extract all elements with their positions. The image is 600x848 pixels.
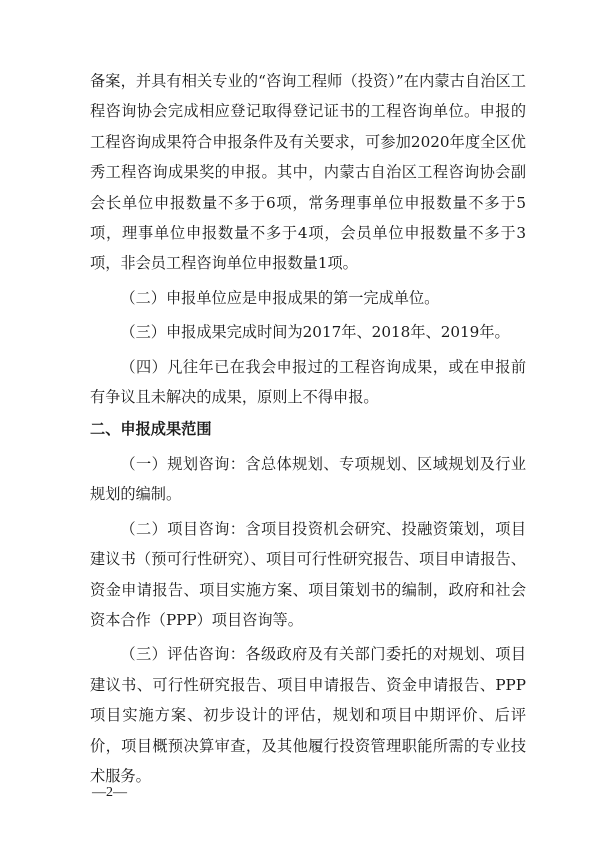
paragraph-item-4: （四）凡往年已在我会申报过的工程咨询成果，或在申报前有争议且未解决的成果，原则上不得申报。 (90, 357, 526, 407)
paragraph-project-consulting: （二）项目咨询：含项目投资机会研究、投融资策划，项目建议书（预可行性研究）、项目可行性研究报告、项目申请报告、资金申请报告、项目实施方案、项目策划书的编制，政府和社会资本合作（PPP）项目咨询等。 (90, 519, 526, 629)
paragraph-item-3: （三）申报成果完成时间为2017年、2018年、2019年。 (120, 323, 510, 342)
section-heading: 二、申报成果范围 (90, 420, 212, 439)
paragraph-item-2: （二）申报单位应是申报成果的第一完成单位。 (120, 288, 440, 307)
paragraph-evaluation-consulting: （三）评估咨询：各级政府及有关部门委托的对规划、项目建议书、可行性研究报告、项目申请报告、资金申请报告、PPP项目实施方案、初步设计的评估，规划和项目中期评价、后评价，项目概预决算审查，及其他履行投资管理职能所需的专业技术服务。 (90, 645, 526, 785)
paragraph-continuation: 备案，并具有相关专业的“咨询工程师（投资）”在内蒙古自治区工程咨询协会完成相应登记取得登记证书的工程咨询单位。申报的工程咨询成果符合申报条件及有关要求，可参加2020年度全区优秀工程咨询成果奖的申报。其中，内蒙古自治区工程咨询协会副会长单位申报数量不多于6项，常务理事单位申报数量不多于5项，理事单位申报数量不多于4项，会员单位申报数量不多于3项，非会员工程咨询单位申报数量1项。 (90, 72, 526, 273)
page-number: —2— (92, 785, 127, 800)
document-body (90, 66, 526, 791)
paragraph-planning-consulting: （一）规划咨询：含总体规划、专项规划、区域规划及行业规划的编制。 (90, 454, 526, 504)
